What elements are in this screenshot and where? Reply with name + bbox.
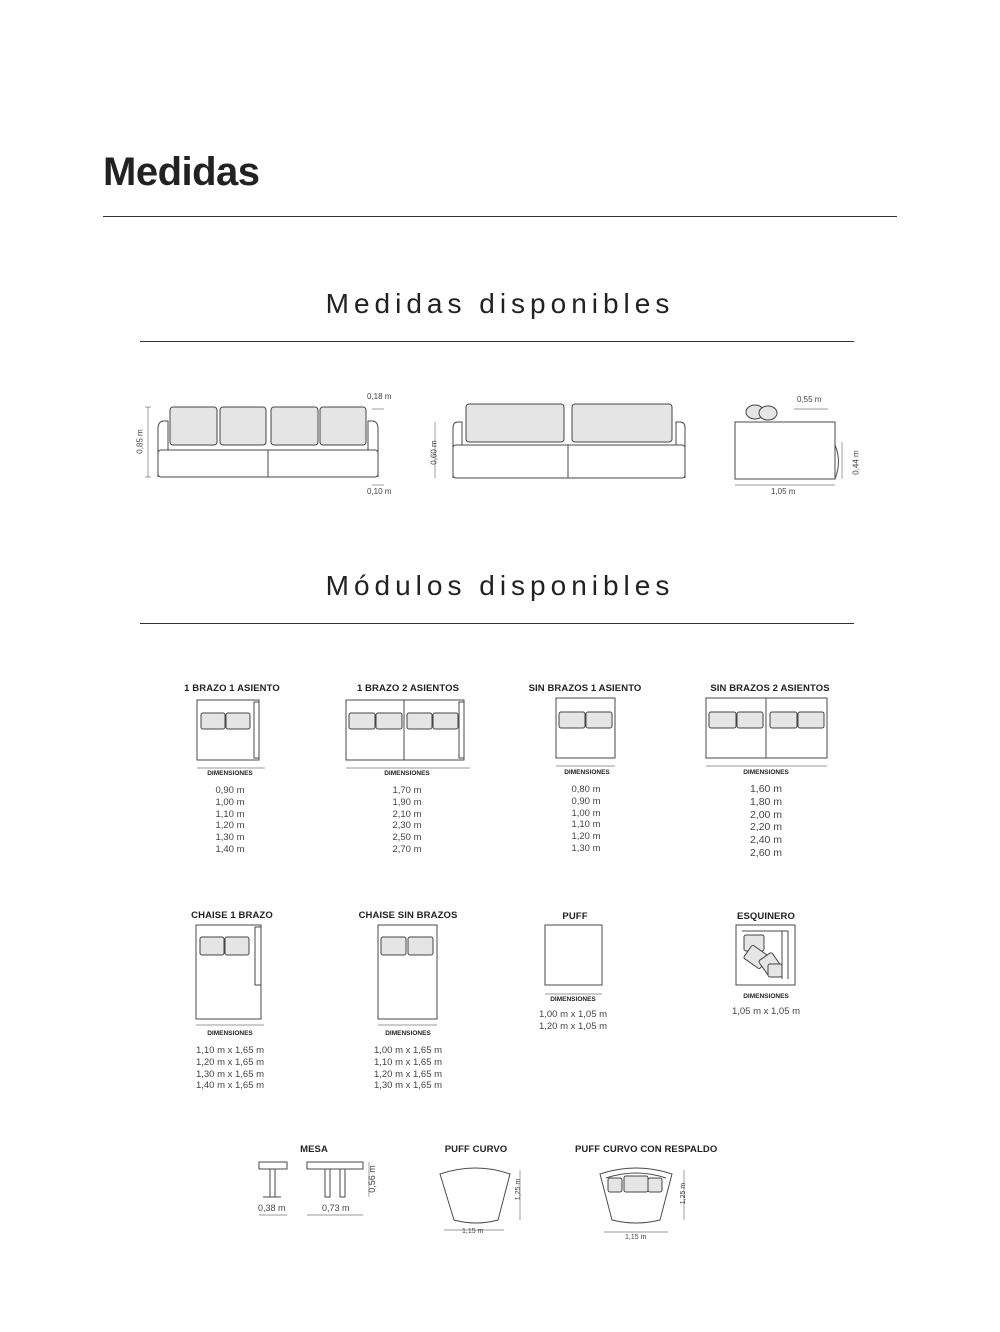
module-title-1brazo-2asientos: 1 BRAZO 2 ASIENTOS xyxy=(356,683,460,694)
module-esquinero-drawing xyxy=(736,925,798,991)
puff-curvo-respaldo-width-dim: 1,15 m xyxy=(625,1234,647,1241)
value-item: 1,05 m x 1,05 m xyxy=(731,1006,801,1017)
module-sinbrazos-2asientos-drawing xyxy=(706,698,830,768)
value-item: 2,30 m xyxy=(392,820,422,832)
value-item: 2,70 m xyxy=(392,843,422,855)
side-depth-dim: 1,05 m xyxy=(771,487,796,496)
puff-curvo-width-dim: 1,15 m xyxy=(462,1228,484,1235)
value-item: 1,00 m xyxy=(571,807,601,819)
module-title-sinbrazos-2asientos: SIN BRAZOS 2 ASIENTOS xyxy=(710,683,830,694)
value-item: 1,30 m x 1,65 m xyxy=(373,1080,443,1092)
value-item: 1,10 m x 1,65 m xyxy=(373,1056,443,1068)
value-item: 1,20 m x 1,05 m xyxy=(538,1020,608,1032)
module-title-esquinero: ESQUINERO xyxy=(737,911,795,922)
value-item: 2,50 m xyxy=(392,832,422,844)
value-item: 1,20 m xyxy=(215,820,245,832)
value-item: 1,30 m xyxy=(215,832,245,844)
dimensions-label: DIMENSIONES xyxy=(207,770,253,777)
value-item: 1,90 m xyxy=(392,796,422,808)
module-title-puff: PUFF xyxy=(562,911,588,922)
sofa-front-drawing xyxy=(140,395,400,495)
value-item: 1,10 m xyxy=(571,819,601,831)
arm-width-dim: 0,18 m xyxy=(367,392,392,401)
value-item: 1,30 m x 1,65 m xyxy=(195,1068,265,1080)
value-item: 1,00 m x 1,65 m xyxy=(373,1045,443,1056)
mesa-side-width-dim: 0,38 m xyxy=(258,1203,286,1213)
value-item: 1,00 m x 1,05 m xyxy=(538,1009,608,1020)
section-title-modules: Módulos disponibles xyxy=(325,570,675,601)
value-item: 2,00 m xyxy=(749,808,783,821)
module-title-puff-curvo: PUFF CURVO xyxy=(444,1144,508,1155)
module-values-sinbrazos-2asientos xyxy=(716,783,816,860)
puff-curvo-respaldo-depth-dim: 1,25 m xyxy=(680,1182,688,1205)
dimensions-label: DIMENSIONES xyxy=(550,996,596,1003)
dimensions-label: DIMENSIONES xyxy=(385,1030,431,1037)
dimensions-label: DIMENSIONES xyxy=(564,769,610,776)
mesa-front-width-dim: 0,73 m xyxy=(322,1203,350,1213)
dimensions-label: DIMENSIONES xyxy=(207,1030,253,1037)
value-item: 2,60 m xyxy=(749,846,783,859)
value-item: 1,10 m xyxy=(215,808,245,820)
module-title-1brazo-1asiento: 1 BRAZO 1 ASIENTO xyxy=(184,683,280,694)
modules-divider xyxy=(140,623,854,624)
seat-height-dim: 0,60 m xyxy=(429,440,439,465)
value-item: 2,40 m xyxy=(749,834,783,847)
value-item: 0,90 m xyxy=(571,795,601,807)
module-sinbrazos-1asiento-drawing xyxy=(556,698,618,768)
value-item: 0,80 m xyxy=(571,784,601,795)
value-item: 1,40 m x 1,65 m xyxy=(195,1080,265,1092)
value-item: 2,20 m xyxy=(749,821,783,834)
value-item: 1,10 m x 1,65 m xyxy=(195,1045,265,1056)
section-title-measures: Medidas disponibles xyxy=(325,288,675,319)
module-values-chaise-1brazo xyxy=(170,1045,290,1092)
module-1brazo-1asiento-drawing xyxy=(197,700,265,770)
puff-curvo-depth-dim: 1,25 m xyxy=(515,1178,523,1201)
front-height-dim: 0,85 m xyxy=(135,429,145,454)
measures-divider xyxy=(140,341,854,342)
value-item: 1,20 m x 1,65 m xyxy=(195,1056,265,1068)
dimensions-label: DIMENSIONES xyxy=(743,993,789,1000)
value-item: 0,90 m xyxy=(215,785,245,796)
module-title-chaise-1brazo: CHAISE 1 BRAZO xyxy=(191,910,273,921)
side-top-dim: 0,55 m xyxy=(797,395,822,404)
base-height-dim: 0,10 m xyxy=(367,487,392,496)
module-chaise-sinbrazos-drawing xyxy=(378,925,440,1025)
module-1brazo-2asientos-drawing xyxy=(346,700,471,770)
value-item: 1,60 m xyxy=(749,783,783,795)
value-item: 1,30 m xyxy=(571,842,601,854)
module-values-chaise-sinbrazos xyxy=(348,1045,468,1092)
value-item: 1,80 m xyxy=(749,795,783,808)
mesa-height-dim: 0,56 m xyxy=(366,1165,377,1193)
dimensions-label: DIMENSIONES xyxy=(743,769,789,776)
value-item: 1,40 m xyxy=(215,843,245,855)
value-item: 1,20 m x 1,65 m xyxy=(373,1068,443,1080)
module-values-puff xyxy=(513,1009,633,1033)
side-height-dim: 0,44 m xyxy=(851,450,861,475)
module-title-mesa: MESA xyxy=(300,1144,328,1155)
module-puff-drawing xyxy=(545,925,605,997)
sofa-side-drawing xyxy=(730,395,860,495)
module-values-1brazo-2asientos xyxy=(357,785,457,856)
module-values-esquinero xyxy=(706,1006,826,1018)
sofa-wide-drawing xyxy=(440,400,690,490)
module-title-chaise-sinbrazos: CHAISE SIN BRAZOS xyxy=(358,910,458,921)
module-title-sinbrazos-1asiento: SIN BRAZOS 1 ASIENTO xyxy=(528,683,642,694)
module-values-1brazo-1asiento xyxy=(180,785,280,856)
value-item: 1,20 m xyxy=(571,831,601,843)
module-title-puff-curvo-respaldo: PUFF CURVO CON RESPALDO xyxy=(575,1144,718,1155)
title-divider xyxy=(103,216,897,217)
module-values-sinbrazos-1asiento xyxy=(536,784,636,855)
module-chaise-1brazo-drawing xyxy=(196,925,266,1025)
value-item: 1,70 m xyxy=(392,785,422,796)
value-item: 2,10 m xyxy=(392,808,422,820)
value-item: 1,00 m xyxy=(215,796,245,808)
dimensions-label: DIMENSIONES xyxy=(384,770,430,777)
page-title: Medidas xyxy=(103,150,260,194)
